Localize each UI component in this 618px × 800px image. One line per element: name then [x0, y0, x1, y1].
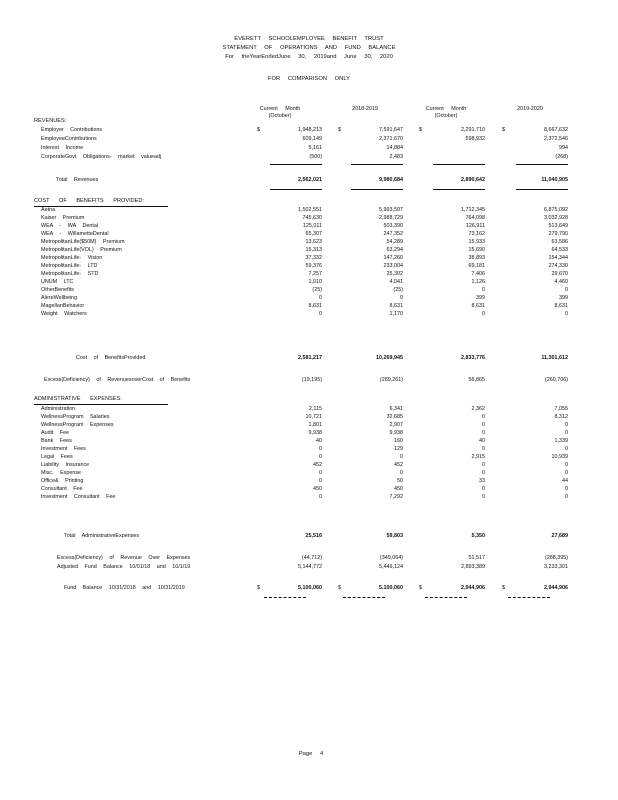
cell-value: 503,390	[383, 223, 403, 229]
cell-value: (288,395)	[544, 555, 568, 561]
cell-value: (289,261)	[379, 377, 403, 383]
table-row	[0, 446, 618, 453]
cell-value: 0	[319, 494, 322, 500]
total-value: 2,890,642	[461, 177, 485, 183]
cell-value: 7,591,647	[379, 127, 403, 133]
table-row	[0, 335, 618, 342]
cell-value: 44	[562, 478, 568, 484]
cell-value: 452	[313, 462, 322, 468]
cell-value: 32,685	[386, 414, 403, 420]
total-value: 5,350	[471, 533, 485, 539]
cell-value: 5,161	[308, 145, 322, 151]
report-title: EVERETT SCHOOLEMPLOYEE BENEFIT TRUST	[234, 36, 384, 42]
row-label: MetropolitanLife- STD	[41, 271, 99, 277]
cell-value: 0	[482, 494, 485, 500]
cell-value: 2,907	[389, 422, 403, 428]
row-label: Legal Fees	[41, 454, 73, 460]
row-label: Bank Fees	[41, 438, 72, 444]
cell-value: 54,289	[386, 239, 403, 245]
row-label: Liability Insurance	[41, 462, 90, 468]
table-row	[0, 263, 618, 270]
total-row	[0, 533, 618, 540]
cell-value: 0	[400, 295, 403, 301]
dollar-sign: $	[257, 127, 261, 133]
total-row	[0, 355, 618, 362]
cell-value: 10,939	[551, 454, 568, 460]
cell-value: 7,292	[389, 494, 403, 500]
table-row	[0, 462, 618, 469]
cell-value: 7,055	[554, 406, 568, 412]
cell-value: 7,257	[308, 271, 322, 277]
cell-value: 0	[400, 470, 403, 476]
row-label: UNUM LTC	[41, 279, 74, 285]
row-label: Audit Fee	[41, 430, 70, 436]
table-row	[0, 422, 618, 429]
column-header-1: Current Month	[259, 106, 301, 112]
cell-value: 0	[565, 494, 568, 500]
cell-value: (25)	[393, 287, 403, 293]
row-label: MagellanBehavior	[41, 303, 85, 309]
cell-value: 15,933	[468, 239, 485, 245]
cell-value: 0	[482, 422, 485, 428]
dollar-sign: $	[419, 127, 423, 133]
total-value: 5,100,060	[379, 585, 403, 591]
double-underline	[508, 597, 550, 598]
table-row	[0, 223, 618, 230]
table-row	[0, 295, 618, 302]
cost-heading: COST OF BENEFITS PROVIDED:	[34, 198, 144, 204]
excess-row	[0, 377, 618, 384]
cell-value: 0	[319, 478, 322, 484]
table-row	[0, 406, 618, 413]
subtotal-rule	[433, 164, 485, 165]
double-underline	[343, 597, 385, 598]
fund-balance-label: Fund Balance 10/31/2018 and 10/31/2019	[64, 585, 185, 591]
cell-value: 0	[319, 446, 322, 452]
cell-value: 13,623	[305, 239, 322, 245]
cell-value: 609,149	[302, 136, 322, 142]
cell-value: 154,344	[548, 255, 568, 261]
cell-value: 3,032,928	[544, 215, 568, 221]
cell-value: 8,631	[554, 303, 568, 309]
dollar-sign: $	[502, 127, 506, 133]
cell-value: 2,291,710	[461, 127, 485, 133]
cell-value: 0	[565, 446, 568, 452]
cell-value: 9,938	[308, 430, 322, 436]
cell-value: 764,098	[465, 215, 485, 221]
admin-heading: ADMINISTRATIVE EXPENSES:	[34, 396, 122, 402]
cell-value: (19,195)	[301, 377, 322, 383]
cell-value: 10,721	[305, 414, 322, 420]
cell-value: 2,372,546	[544, 136, 568, 142]
total-value: 2,581,217	[298, 355, 322, 361]
table-row	[0, 414, 618, 421]
row-label: WellnessProgram Expenses	[41, 422, 114, 428]
subtotal-rule	[516, 189, 568, 190]
cell-value: 2,362	[471, 406, 485, 412]
total-value: 9,980,684	[379, 177, 403, 183]
excess-label: Excess(Deficiency) of Revenue Over Expenses	[57, 555, 191, 561]
cell-value: 4,041	[389, 279, 403, 285]
subtotal-rule	[270, 189, 322, 190]
subtotal-rule	[270, 164, 322, 165]
total-value: 2,833,776	[461, 355, 485, 361]
total-value: 2,944,906	[544, 585, 568, 591]
cell-value: 6,341	[389, 406, 403, 412]
cell-value: 1,339	[554, 438, 568, 444]
cell-value: 399	[559, 295, 568, 301]
table-row	[0, 430, 618, 437]
cell-value: 25,302	[386, 271, 403, 277]
subtotal-rule	[516, 164, 568, 165]
cell-value: 6,875,092	[544, 207, 568, 213]
row-label: Weight Watchers	[41, 311, 87, 317]
cell-value: 5,993,507	[379, 207, 403, 213]
table-row	[0, 438, 618, 445]
cell-value: (44,712)	[301, 555, 322, 561]
total-value: 10,269,945	[376, 355, 403, 361]
table-row	[0, 311, 618, 318]
cell-value: 0	[565, 287, 568, 293]
column-header-1-sub: (October)	[268, 113, 292, 119]
cell-value: 2,893,389	[461, 564, 485, 570]
cell-value: 745,630	[302, 215, 322, 221]
excess-label: Excess(Deficiency) of RevenuesoverCost of Benefits	[44, 377, 191, 383]
row-label: WEA - WA Dental	[41, 223, 99, 229]
table-row	[0, 454, 618, 461]
cell-value: (349,064)	[379, 555, 403, 561]
column-header-2: 2018-2019	[352, 106, 378, 112]
row-label: EmployeeContributions	[41, 136, 97, 142]
dollar-sign: $	[338, 585, 342, 591]
dollar-sign: $	[338, 127, 342, 133]
row-label: MetropolitanLife- Vision	[41, 255, 103, 261]
dollar-sign: $	[257, 585, 261, 591]
cell-value: 64,533	[551, 247, 568, 253]
table-row	[0, 145, 618, 152]
cell-value: 147,260	[383, 255, 403, 261]
cell-value: 0	[565, 422, 568, 428]
table-row	[0, 207, 618, 214]
table-row	[0, 247, 618, 254]
cell-value: 0	[319, 454, 322, 460]
total-value: 11,040,905	[541, 177, 568, 183]
cell-value: 15,690	[468, 247, 485, 253]
cell-value: 8,312	[554, 414, 568, 420]
table-row	[0, 127, 618, 134]
cell-value: 8,667,632	[544, 127, 568, 133]
table-row	[0, 303, 618, 310]
total-value: 11,301,612	[541, 355, 568, 361]
total-value: 25,516	[305, 533, 322, 539]
cell-value: (260,706)	[544, 377, 568, 383]
total-label: Total AdministrativeExpenses	[64, 533, 140, 539]
cell-value: 994	[559, 145, 568, 151]
cell-value: 37,332	[305, 255, 322, 261]
cell-value: 2,371,670	[379, 136, 403, 142]
total-value: 2,562,021	[298, 177, 322, 183]
cell-value: 0	[482, 414, 485, 420]
total-row	[0, 177, 618, 184]
cell-value: 2,115	[308, 406, 322, 412]
cell-value: 5,144,772	[298, 564, 322, 570]
revenues-heading: REVENUES:	[34, 118, 67, 124]
cell-value: 0	[319, 470, 322, 476]
cell-value: 40	[479, 438, 485, 444]
table-row	[0, 255, 618, 262]
cell-value: 0	[319, 295, 322, 301]
cell-value: 279,790	[548, 231, 568, 237]
table-row	[0, 486, 618, 493]
cell-value: 598,932	[465, 136, 485, 142]
cell-value: 1,010	[308, 279, 322, 285]
cell-value: 56,865	[468, 377, 485, 383]
cell-value: 14,884	[386, 145, 403, 151]
dollar-sign: $	[502, 585, 506, 591]
table-row	[0, 478, 618, 485]
cell-value: 9,938	[389, 430, 403, 436]
dollar-sign: $	[419, 585, 423, 591]
cell-value: 8,631	[308, 303, 322, 309]
table-row	[0, 279, 618, 286]
row-label: Employer Contributions	[41, 127, 103, 133]
row-label: Misc. Expense	[41, 470, 82, 476]
table-row	[0, 494, 618, 501]
cell-value: 73,162	[468, 231, 485, 237]
cell-value: 126,911	[465, 223, 485, 229]
cell-value: 51,517	[468, 555, 485, 561]
subtotal-rule	[351, 189, 403, 190]
cell-value: 2,988,729	[379, 215, 403, 221]
cell-value: 3,233,301	[544, 564, 568, 570]
column-header-3-sub: (October)	[434, 113, 458, 119]
table-row	[0, 271, 618, 278]
cell-value: 0	[482, 470, 485, 476]
total-value: 27,689	[551, 533, 568, 539]
cell-value: (25)	[312, 287, 322, 293]
row-label: MetropolitanLife($50M) Premium	[41, 239, 125, 245]
cell-value: 0	[565, 470, 568, 476]
cell-value: 0	[482, 311, 485, 317]
row-label: Consultant Fee	[41, 486, 83, 492]
fund-balance-row	[0, 585, 618, 592]
cell-value: 1,801	[308, 422, 322, 428]
table-row	[0, 215, 618, 222]
heading-underline	[34, 404, 168, 405]
row-label: Office& Printing	[41, 478, 84, 484]
cell-value: 7,406	[471, 271, 485, 277]
row-label: MetropolitanLife(VOL) Premium	[41, 247, 122, 253]
table-row	[0, 470, 618, 477]
cell-value: 1,170	[389, 311, 403, 317]
cell-value: 513,649	[548, 223, 568, 229]
subtotal-rule	[351, 164, 403, 165]
cell-value: 0	[482, 486, 485, 492]
adjusted-label: Adjusted Fund Balance 10/01/18 and 10/1/19	[57, 564, 191, 570]
row-label: MetropolitanLife- LTD	[41, 263, 98, 269]
cell-value: 129	[394, 446, 403, 452]
cell-value: 8,631	[471, 303, 485, 309]
excess-row	[0, 555, 618, 562]
cell-value: 65,307	[305, 231, 322, 237]
row-label: Interest Income	[41, 145, 84, 151]
table-row	[0, 154, 618, 161]
cell-value: 1,502,551	[298, 207, 322, 213]
cell-value: 160	[394, 438, 403, 444]
row-label: WellnessProgram Salaries	[41, 414, 110, 420]
table-row	[0, 319, 618, 326]
cell-value: 5,449,124	[379, 564, 403, 570]
cell-value: 4,460	[554, 279, 568, 285]
cell-value: 59,376	[305, 263, 322, 269]
cell-value: 125,011	[302, 223, 322, 229]
row-label: Investment Fees	[41, 446, 86, 452]
cell-value: 0	[565, 430, 568, 436]
adjusted-row	[0, 564, 618, 571]
cell-value: 0	[482, 430, 485, 436]
cell-value: 247,352	[383, 231, 403, 237]
total-label: Total Revenues	[56, 177, 99, 183]
cell-value: 33	[479, 478, 485, 484]
cell-value: 0	[565, 462, 568, 468]
cell-value: 450	[313, 486, 322, 492]
cell-value: 29,670	[551, 271, 568, 277]
column-header-4: 2019-2020	[517, 106, 543, 112]
cell-value: 274,330	[548, 263, 568, 269]
cell-value: 0	[482, 287, 485, 293]
cell-value: 0	[482, 446, 485, 452]
cell-value: 0	[565, 311, 568, 317]
cell-value: 1,948,213	[298, 127, 322, 133]
row-label: Administration	[41, 406, 76, 412]
table-row	[0, 136, 618, 143]
cell-value: 63,294	[386, 247, 403, 253]
table-row	[0, 287, 618, 294]
cell-value: 0	[400, 454, 403, 460]
double-underline	[425, 597, 467, 598]
cell-value: 2,483	[389, 154, 403, 160]
report-subtitle: STATEMENT OF OPERATIONS AND FUND BALANCE	[222, 45, 396, 51]
cell-value: 8,631	[389, 303, 403, 309]
table-row	[0, 231, 618, 238]
cell-value: 0	[482, 462, 485, 468]
cell-value: 1,712,345	[461, 207, 485, 213]
row-label: Investment Consultant Fee	[41, 494, 116, 500]
row-label: OtherBenefits	[41, 287, 74, 293]
report-note: FOR COMPARISON ONLY	[268, 76, 350, 82]
row-label: Aetna	[41, 207, 56, 213]
cell-value: 233,004	[383, 263, 403, 269]
column-header-3: Current Month	[425, 106, 467, 112]
cell-value: 63,586	[551, 239, 568, 245]
cell-value: 1,126	[471, 279, 485, 285]
total-value: 2,944,906	[461, 585, 485, 591]
row-label: WEA - WillametteDental	[41, 231, 109, 237]
double-underline	[264, 597, 306, 598]
report-period: For theYearEndedJune 30, 2019and June 30, 2020	[225, 54, 393, 60]
cell-value: 0	[319, 311, 322, 317]
cell-value: 450	[394, 486, 403, 492]
cell-value: 2,915	[471, 454, 485, 460]
cell-value: (268)	[555, 154, 568, 160]
total-value: 5,100,060	[298, 585, 322, 591]
total-value: 59,803	[386, 533, 403, 539]
total-label: Cost of BenefitsProvided	[76, 355, 146, 361]
cell-value: (500)	[309, 154, 322, 160]
cell-value: 50	[397, 478, 403, 484]
cell-value: 40	[316, 438, 322, 444]
row-label: CorporateGovt Obligations- market valueadj	[41, 154, 162, 160]
page-number: Page 4	[298, 751, 324, 757]
row-label: Kaiser Premium	[41, 215, 85, 221]
subtotal-rule	[433, 189, 485, 190]
cell-value: 15,313	[305, 247, 322, 253]
table-row	[0, 239, 618, 246]
cell-value: 69,181	[468, 263, 485, 269]
row-label: AlereWellbeing	[41, 295, 78, 301]
cell-value: 38,893	[468, 255, 485, 261]
cell-value: 0	[565, 486, 568, 492]
cell-value: 452	[394, 462, 403, 468]
cell-value: 399	[476, 295, 485, 301]
